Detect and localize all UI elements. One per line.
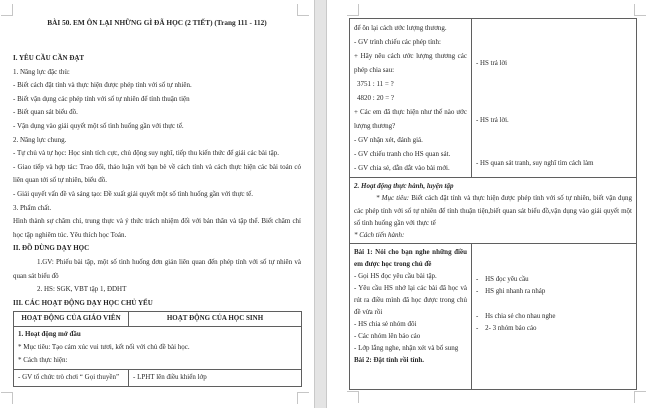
- paragraph: - Các nhóm lên báo cáo: [354, 332, 421, 341]
- document-title: BÀI 50. EM ÔN LẠI NHỮNG GÌ ĐÃ HỌC (2 TIẾT) (Trang 111 - 112): [47, 18, 267, 27]
- paragraph: - Giải quyết vấn đề và sáng tạo: Đề xuất giải quyết một số tình huống gần với thực tế.: [13, 189, 253, 198]
- paragraph: - 2- 3 nhóm báo cáo: [476, 325, 537, 333]
- activity1-method: * Cách thực hiện:: [18, 356, 68, 365]
- margin-mark: [1, 4, 13, 16]
- paragraph: - Gọi HS đọc yêu cầu bài tập.: [354, 272, 437, 281]
- paragraph: để ôn lại cách ước lượng thương.: [354, 24, 447, 32]
- paragraph: - HS đọc yêu cầu: [476, 276, 529, 284]
- paragraph: - Vận dụng vào giải quyết một số tình huống gần với thực tế.: [13, 121, 184, 130]
- margin-mark: [347, 391, 359, 403]
- paragraph: - Tự chủ và tự học: Học sinh tích cực, chủ động suy nghĩ, tiếp thu kiến thức để giải các bài tập.: [13, 149, 280, 158]
- paragraph: - Lớp lắng nghe, nhận xét và bổ sung: [354, 344, 459, 353]
- activity1-goal: * Mục tiêu: Tạo cảm xúc vui tươi, kết nối với chủ đề bài học.: [18, 343, 190, 352]
- activity1-student-cell: - LPHT lên điều khiển lớp: [129, 370, 302, 387]
- paragraph: - Biết cách đặt tính và thực hiện được phép tính với số tự nhiên.: [13, 81, 192, 90]
- paragraph: + Hãy nêu cách ước lượng thương các phép chia sau:: [354, 52, 467, 74]
- paragraph: 1. Năng lực đặc thù:: [13, 67, 70, 76]
- paragraph: - HS trả lời.: [476, 117, 509, 124]
- paragraph: - HS chia sẻ nhóm đôi: [354, 320, 417, 329]
- table-header-student: HOẠT ĐỘNG CỦA HỌC SINH: [129, 312, 302, 327]
- exercise-teacher-cell: [350, 244, 472, 390]
- section-heading-requirements: I. YÊU CẦU CẦN ĐẠT: [13, 54, 85, 62]
- goal-label: * Mục tiêu:: [376, 194, 410, 203]
- activities-table-right: [349, 18, 637, 390]
- margin-mark: [1, 392, 13, 404]
- paragraph: + Các em đã thực hiện như thế nào ước lượng thương?: [354, 108, 467, 130]
- math-expression: 3751 : 11 = ?: [357, 80, 394, 88]
- paragraph: Hình thành sự chăm chỉ, trung thực và ý thức trách nhiệm đối với bản thân và tập thể. Biết chăm chỉ học tập nghiêm túc. Yêu thích học Toán.: [13, 217, 301, 239]
- paragraph: - GV chiếu tranh cho HS quan sát.: [354, 150, 451, 158]
- paragraph: 2. Năng lực chung.: [13, 135, 67, 144]
- exercise1-title: Bài 1: Nói cho bạn nghe những điều em được học trong chủ đề: [354, 248, 467, 269]
- paragraph: - Giao tiếp và hợp tác: Trao đổi, thảo luận với bạn bè về cách tính và cách thực hiện các bài toán có liên quan tới số tự nhiên, biểu đồ.: [13, 162, 301, 185]
- activity2-title: 2. Hoạt động thực hành, luyện tập: [354, 182, 454, 190]
- margin-mark: [297, 392, 309, 404]
- paragraph: - HS ghi nhanh ra nháp: [476, 288, 546, 296]
- paragraph: - GV chia sẻ, dẫn dắt vào bài mới.: [354, 164, 450, 172]
- activity1-teacher-cell: - GV tổ chức trò chơi “ Gọi thuyền”: [14, 370, 129, 387]
- activities-table-left: [13, 311, 302, 387]
- math-expression: 4820 : 20 = ?: [357, 94, 394, 102]
- activity1-title: 1. Hoạt động mở đầu: [18, 330, 81, 339]
- paragraph-hs-supplies: 2. HS: SGK, VBT tập 1, ĐDHT: [37, 285, 127, 294]
- goal-text: Biết cách đặt tính và thực hiện được phép tính với số tự nhiên, biết vận dụng các phép tính với số tự nhiên để tính thuận tiện,biết quan sát biểu đồ,vận dụng vào giải quyết một số tình huống gần với thực tế: [354, 194, 633, 227]
- activity2-goal: [354, 192, 632, 229]
- exercise2-title: Bài 2: Đặt tính rồi tính.: [354, 356, 425, 365]
- paragraph: - HS quan sát tranh, suy nghĩ tìm cách làm: [476, 160, 594, 167]
- paragraph: - Yêu cầu HS nhớ lại các bài đã học và rút ra điều mình đã học được trong chủ đề vừa rồi: [354, 284, 467, 317]
- page-left: [0, 0, 315, 408]
- section-heading-materials: II. ĐỒ DÙNG DẠY HỌC: [13, 244, 90, 253]
- paragraph: - GV trình chiếu các phép tính:: [354, 38, 441, 46]
- margin-mark: [634, 391, 646, 403]
- margin-mark: [347, 4, 359, 16]
- activity2-cell: [350, 178, 637, 244]
- paragraph-gv-supplies: 1.GV: Phiếu bài tập, một số tình huống đơn giản liên quan đến phép tính với số tự nhiên và quan sát biểu đồ: [13, 257, 301, 280]
- activity2-method: * Cách tiến hành:: [354, 231, 405, 240]
- exercise-student-cell: [472, 244, 637, 390]
- section-heading-activities: III. CÁC HOẠT ĐỘNG DẠY HỌC CHỦ YẾU: [13, 298, 153, 307]
- margin-mark: [634, 4, 646, 16]
- table-header-teacher: HOẠT ĐỘNG CỦA GIÁO VIÊN: [14, 312, 129, 327]
- paragraph: - Hs chia sẻ cho nhau nghe: [476, 313, 556, 321]
- paragraph: - GV nhận xét, đánh giá.: [354, 136, 423, 144]
- paragraph: - Biết vận dụng các phép tính với số tự nhiên để tính thuận tiện: [13, 94, 190, 103]
- paragraph: 3. Phẩm chất.: [13, 203, 52, 212]
- row1-teacher-cell: [350, 19, 472, 178]
- paragraph: - HS trả lời: [476, 60, 508, 67]
- page-left-content: [13, 16, 301, 387]
- margin-mark: [297, 4, 309, 16]
- activity1-cell: [14, 327, 302, 370]
- row1-student-cell: [472, 19, 637, 178]
- paragraph: - Biết quan sát biểu đồ.: [13, 108, 78, 117]
- page-right: [326, 0, 650, 408]
